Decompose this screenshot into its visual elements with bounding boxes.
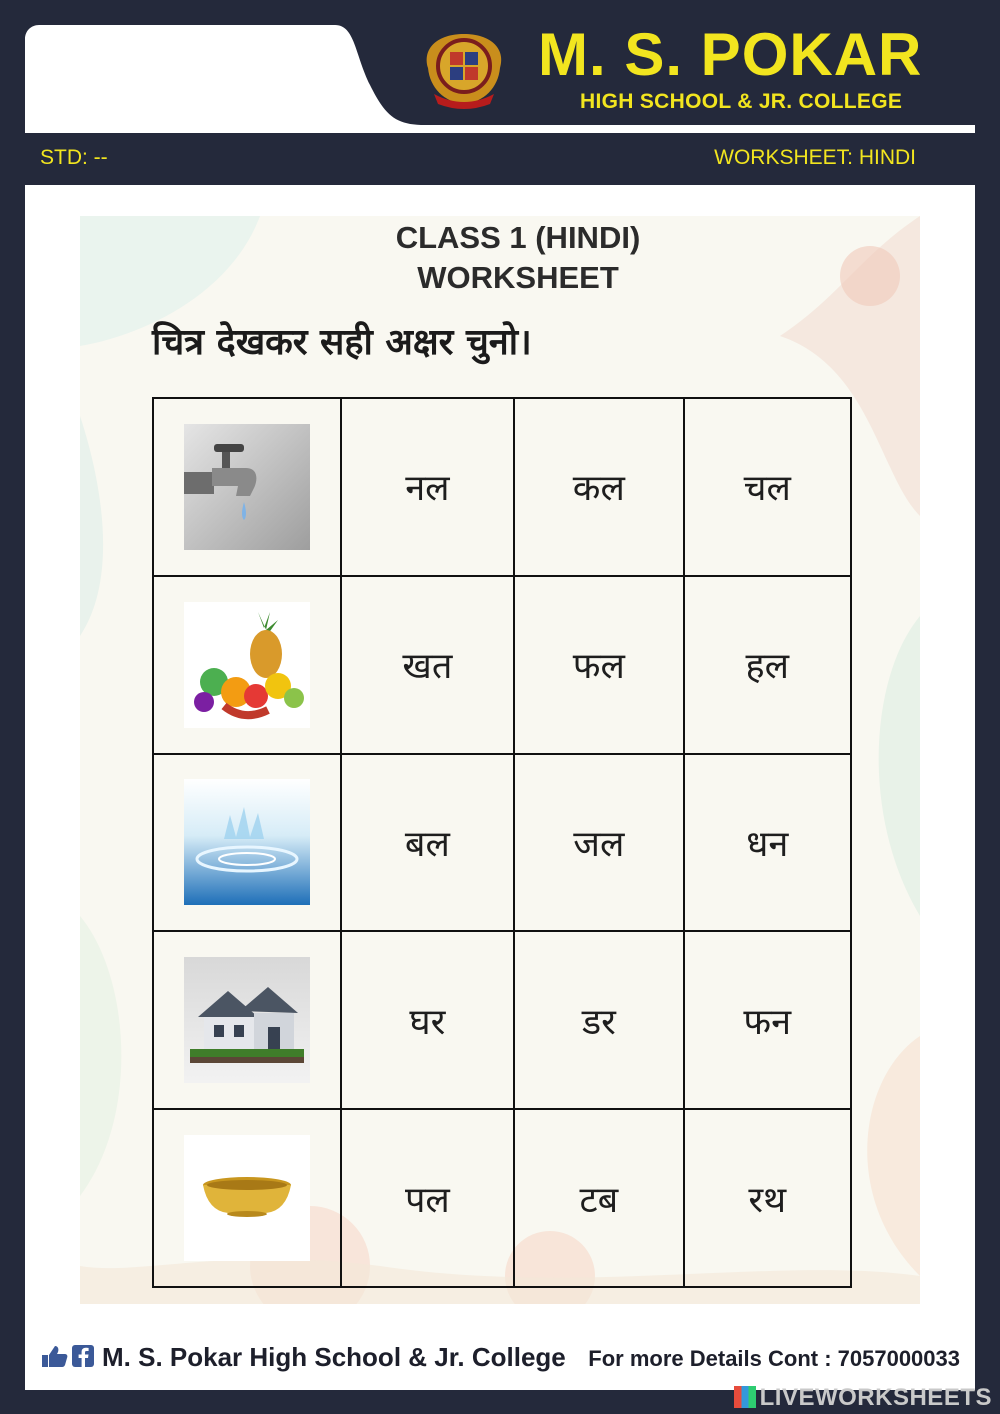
social-icons — [40, 1343, 96, 1376]
option-cell[interactable] — [341, 1109, 514, 1287]
option-cell[interactable] — [514, 576, 683, 754]
footer-school-name — [40, 1342, 566, 1376]
table-row — [153, 754, 851, 932]
liveworksheets-watermark — [734, 1384, 992, 1412]
option-word: पल — [404, 1179, 450, 1221]
option-word: नल — [405, 468, 450, 510]
picture-cell — [153, 576, 341, 754]
option-cell[interactable] — [514, 931, 683, 1109]
option-word: डर — [581, 1001, 616, 1043]
footer-school-label: M. S. Pokar High School & Jr. College — [102, 1342, 566, 1372]
worksheet-label: WORKSHEET: HINDI — [714, 146, 916, 169]
option-cell[interactable] — [514, 398, 683, 576]
option-word: टब — [579, 1179, 619, 1221]
watermark-text: LIVEWORKSHEETS — [759, 1384, 992, 1411]
house-icon — [184, 957, 310, 1083]
option-word: धन — [746, 823, 789, 865]
option-word: चल — [743, 468, 791, 510]
worksheet-class-title: CLASS 1 (HINDI) — [395, 220, 641, 255]
table-row — [153, 1109, 851, 1287]
liveworksheets-logo-icon — [734, 1386, 756, 1408]
picture-cell — [153, 398, 341, 576]
picture-cell — [153, 931, 341, 1109]
answer-grid — [152, 397, 852, 1288]
option-cell[interactable] — [341, 754, 514, 932]
option-word: रथ — [748, 1179, 787, 1221]
option-word: हल — [745, 646, 790, 688]
option-cell[interactable] — [684, 1109, 851, 1287]
option-cell[interactable] — [684, 576, 851, 754]
school-subtitle: HIGH SCHOOL & JR. COLLEGE — [580, 90, 903, 113]
table-row — [153, 398, 851, 576]
facebook-icon — [72, 1345, 94, 1367]
option-cell[interactable] — [684, 754, 851, 932]
option-word: फन — [743, 1001, 792, 1043]
option-cell[interactable] — [514, 1109, 683, 1287]
picture-cell — [153, 754, 341, 932]
option-word: घर — [409, 1001, 446, 1043]
footer-contact: For more Details Cont : 7057000033 — [588, 1346, 960, 1371]
option-word: कल — [572, 468, 625, 510]
option-cell[interactable] — [684, 931, 851, 1109]
table-row — [153, 576, 851, 754]
option-cell[interactable] — [341, 576, 514, 754]
school-name: M. S. POKAR — [538, 21, 923, 88]
option-cell[interactable] — [514, 754, 683, 932]
option-word: बल — [404, 823, 450, 865]
tap-icon — [184, 424, 310, 550]
option-word: खत — [402, 646, 453, 688]
thumbs-up-icon — [42, 1346, 67, 1367]
std-label: STD: -- — [40, 146, 108, 169]
option-cell[interactable] — [341, 398, 514, 576]
option-cell[interactable] — [341, 931, 514, 1109]
instruction-text: चित्र देखकर सही अक्षर चुनो। — [152, 322, 532, 363]
option-cell[interactable] — [684, 398, 851, 576]
option-word: जल — [573, 823, 625, 865]
worksheet-subtitle: WORKSHEET — [417, 260, 619, 295]
table-row — [153, 931, 851, 1109]
water-splash-icon — [184, 779, 310, 905]
tub-icon — [184, 1135, 310, 1261]
school-logo — [418, 28, 510, 112]
fruits-icon — [184, 602, 310, 728]
option-word: फल — [572, 646, 625, 688]
picture-cell — [153, 1109, 341, 1287]
